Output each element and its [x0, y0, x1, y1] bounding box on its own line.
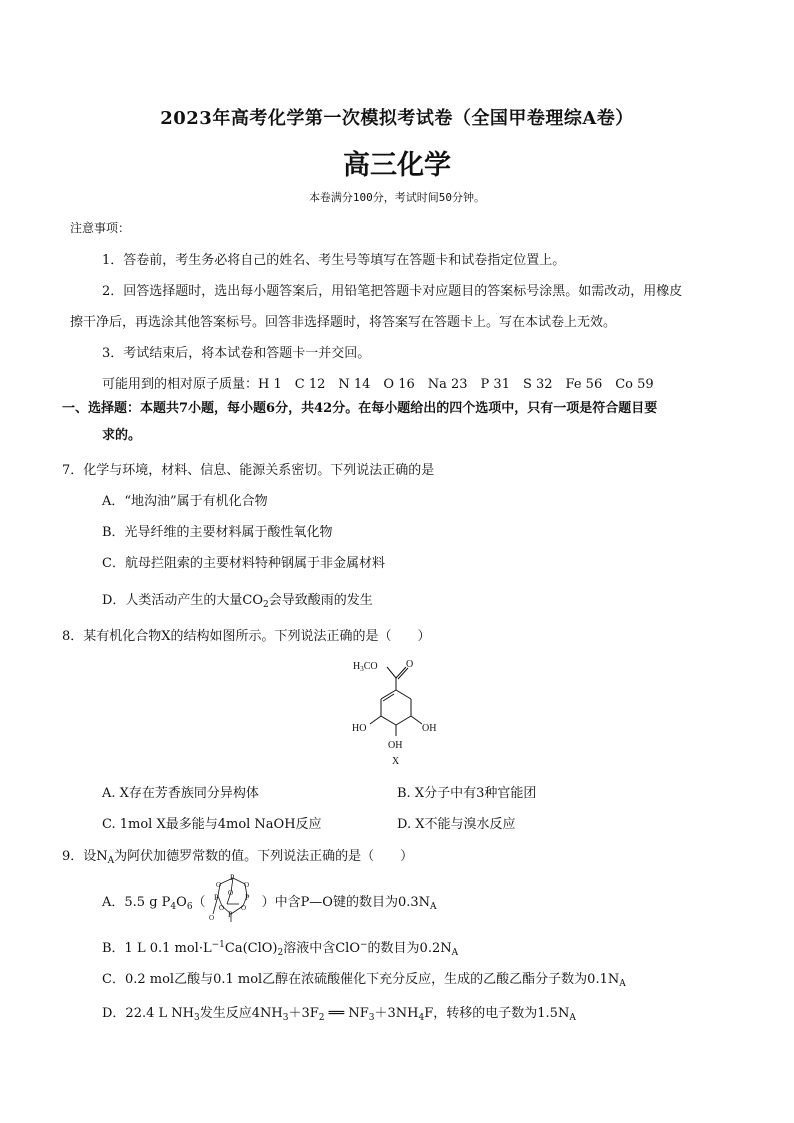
exam-title: 2023年高考化学第一次模拟考试卷（全国甲卷理综A卷） — [160, 108, 634, 129]
fig-p-bottom: P — [228, 910, 233, 919]
fig-oh-right: OH — [422, 723, 437, 734]
q8-stem: 8．某有机化合物X的结构如图所示。下列说法正确的是（ ） — [62, 629, 431, 644]
fig-compound-label: X — [392, 756, 400, 767]
fig-ester-label: $H_3CO$ — [353, 661, 378, 673]
q8-option-a: A. X存在芳香族同分异构体 — [102, 786, 259, 801]
fig-o-2: O — [244, 881, 250, 889]
section1-line1 — [62, 397, 657, 416]
fig-o-6: O — [209, 914, 215, 922]
instruction-3: 3．考试结束后，将本试卷和答题卡一并交回。 — [102, 346, 371, 361]
q7-option-d: D．人类活动产生的大量$CO_2$会导致酸雨的发生 — [102, 593, 373, 610]
section1-line2: 求的。 — [102, 428, 142, 443]
q8-option-c: C. 1mol X最多能与4mol NaOH反应 — [102, 817, 322, 832]
q7-option-c: C．航母拦阻索的主要材料特种钢属于非金属材料 — [102, 556, 385, 571]
instruction-1: 1．答卷前，考生务必将自己的姓名、考生号等填写在答题卡和试卷指定位置上。 — [102, 253, 566, 268]
q9-option-b: B．1 L 0.1 $mol\cdot L^{-1}Ca(ClO)_2$溶液中含ClO−的数目为$0.2N_A$ — [102, 940, 459, 958]
fig-carbonyl-o: O — [406, 659, 414, 670]
fig-p-left: P — [214, 893, 219, 902]
fig-oh-left: HO — [352, 723, 367, 734]
fig-o-3: O — [228, 889, 234, 897]
q8-option-b: B. X分子中有3种官能团 — [397, 786, 537, 801]
q9-option-a: A．5.5 g $P_4O_6$（ ）中含P—O键的数目为$0.3N_A$ — [102, 895, 437, 912]
q7-option-b: B．光导纤维的主要材料属于酸性氧化物 — [102, 525, 333, 540]
exam-note: 本卷满分100分，考试时间50分钟。 — [308, 191, 486, 204]
q9-stem: 9．设$N_A$为阿伏加德罗常数的值。下列说法正确的是（ ） — [62, 849, 414, 866]
q9-option-c: C．0.2 mol乙酸与0.1 mol乙醇在浓硫酸催化下充分反应，生成的乙酸乙酯分子数为$0.1N_A$ — [102, 972, 626, 989]
instruction-2-line2: 擦干净后，再选涂其他答案标号。回答非选择题时，将答案写在答题卡上。写在本试卷上无效。 — [70, 315, 617, 330]
fig-p-top: P — [230, 873, 235, 882]
fig-o-4: O — [219, 904, 225, 912]
instruction-2-line1: 2．回答选择题时，选出每小题答案后，用铅笔把答题卡对应题目的答案标号涂黑。如需改动，用橡皮 — [102, 284, 683, 299]
fig-o-1: O — [216, 881, 222, 889]
fig-o-5: O — [241, 904, 247, 912]
exam-subtitle: 高三化学 — [343, 150, 451, 181]
section1-label: 一、选择题： — [62, 401, 141, 416]
q8-option-d: D. X不能与溴水反应 — [397, 817, 516, 832]
p4o6-structure — [205, 870, 259, 926]
fig-p-right: P — [245, 893, 250, 902]
section1-text: 本题共7小题，每小题6分，共42分。在每小题给出的四个选项中，只有一项是符合题目要 — [140, 401, 658, 416]
compound-x-structure — [346, 652, 456, 770]
atomic-masses: 可能用到的相对原子质量：H 1 C 12 N 14 O 16 Na 23 P 31 S 32 Fe 56 Co 59 — [102, 377, 654, 392]
q9-option-d: D．22.4 L $NH_3$发生反应$4NH_3+3F_2$ ══ $NF_3+3NH_4F$，转移的电子数为$1.5N_A$ — [102, 1006, 576, 1023]
instructions-heading: 注意事项： — [70, 221, 131, 235]
fig-oh-bottom: OH — [388, 740, 403, 751]
q7-stem: 7．化学与环境，材料、信息、能源关系密切。下列说法正确的是 — [62, 463, 435, 478]
q7-option-a: A．“地沟油”属于有机化合物 — [102, 494, 268, 509]
